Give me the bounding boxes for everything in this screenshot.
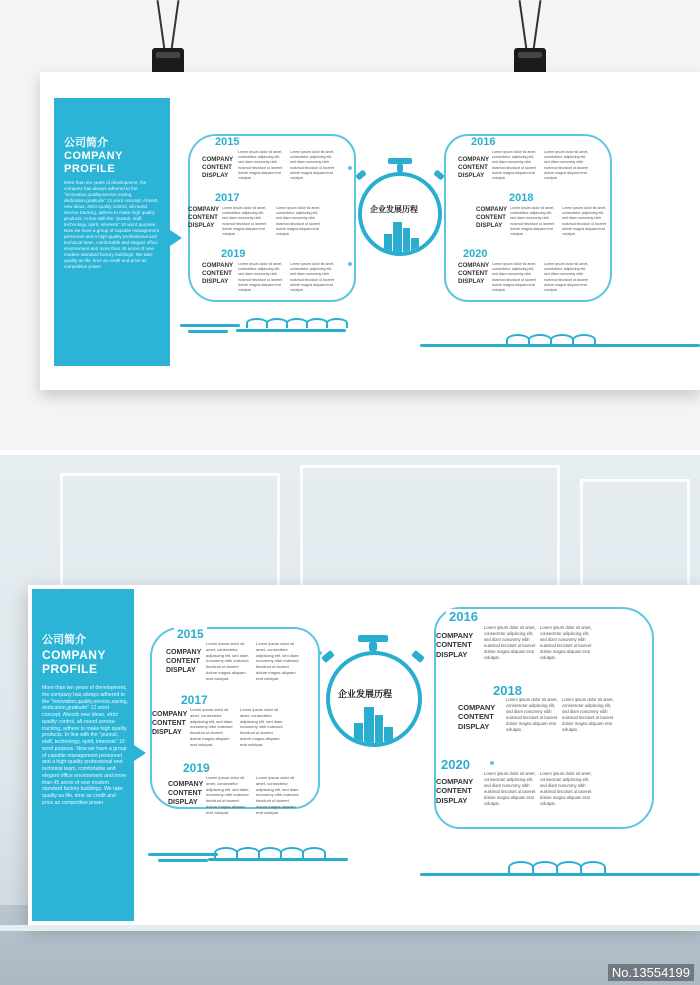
- wave-line: [236, 329, 346, 332]
- content-label: COMPANY CONTENT DISPLAY: [476, 206, 508, 229]
- content-label: COMPANY CONTENT DISPLAY: [202, 262, 234, 285]
- wave-arc: [286, 318, 308, 328]
- entry-text: Lorem ipsum dolor sit amet, consectetur adipiscing elit, sed diam nonummy nibh euismod tincidunt ut laoreet dolore magna aliquam erat volutpat.: [544, 262, 589, 293]
- stopwatch-icon: [318, 635, 428, 765]
- entry-text: Lorem ipsum dolor sit amet, consectetur adipiscing elit, sed diam nonummy nibh euismod tincidunt ut laoreet dolore magna aliquam erat volutpat.: [510, 206, 555, 237]
- content-label: COMPANY CONTENT DISPLAY: [458, 156, 490, 179]
- entry-text: Lorem ipsum dolor sit amet, consectetur adipiscing elit, sed diam nonummy nibh euismod tincidunt ut laoreet dolore magna aliquam erat volutpat.: [562, 206, 607, 237]
- entry-text: Lorem ipsum dolor sit amet, consectetur adipiscing elit, sed diam nonummy nibh euismod tincidunt ut laoreet dolore magna aliquam erat volutpat.: [256, 641, 299, 681]
- entry-text: Lorem ipsum dolor sit amet, consectetur adipiscing elit, sed diam nonummy nibh euismod tincidunt ut laoreet dolore magna aliquam erat volutpat.: [238, 150, 283, 181]
- entry-text: Lorem ipsum dolor sit amet, consectetur adipiscing elit, sed diam nonummy nibh euismod tincidunt ut laoreet dolore magna aliquam erat volutpat.: [190, 707, 233, 747]
- entry-text: Lorem ipsum dolor sit amet, consectetur adipiscing elit, sed diam nonummy nibh euismod tincidunt ut laoreet dolore magna aliquam erat volutpat.: [290, 150, 335, 181]
- background-window: [300, 465, 560, 595]
- content-label: COMPANY CONTENT DISPLAY: [152, 711, 188, 736]
- content-label: COMPANY CONTENT DISPLAY: [458, 703, 496, 731]
- wave-arc: [266, 318, 288, 328]
- entry-text: Lorem ipsum dolor sit amet, consectetur adipiscing elit, sed diam nonummy nibh euismod tincidunt ut laoreet dolore magna aliquam erat volutpat.: [484, 625, 536, 661]
- wave-arc: [246, 318, 268, 328]
- entry-text: Lorem ipsum dolor sit amet, consectetur adipiscing elit, sed diam nonummy nibh euismod tincidunt ut laoreet dolore magna aliquam erat volutpat.: [256, 775, 299, 815]
- year-2015: 2015: [212, 136, 242, 148]
- decor-dot: [348, 166, 352, 170]
- display-board: [28, 585, 700, 925]
- panel-title-cn: 公司简介: [42, 634, 86, 646]
- content-label: COMPANY CONTENT DISPLAY: [188, 206, 220, 229]
- panel-title-company: COMPANY: [64, 150, 123, 162]
- wave-arc: [580, 861, 606, 874]
- bottom-mockup: [0, 455, 700, 985]
- wave-line: [148, 853, 218, 856]
- year-2019: 2019: [180, 761, 213, 775]
- wave-arc: [532, 861, 558, 874]
- entry-text: Lorem ipsum dolor sit amet, consectetur adipiscing elit, sed diam nonummy nibh euismod tincidunt ut laoreet dolore magna aliquam erat volutpat.: [290, 262, 335, 293]
- year-2016: 2016: [468, 136, 498, 148]
- year-2019: 2019: [218, 248, 248, 260]
- entry-text: Lorem ipsum dolor sit amet, consectetur adipiscing elit, sed diam nonummy nibh euismod tincidunt ut laoreet dolore magna aliquam erat volutpat.: [276, 206, 321, 237]
- decor-dot: [318, 651, 322, 655]
- entry-text: Lorem ipsum dolor sit amet, consectetur adipiscing elit, sed diam nonummy nibh euismod tincidunt ut laoreet dolore magna aliquam erat volutpat.: [540, 771, 592, 807]
- wave-arc: [326, 318, 348, 328]
- content-label: COMPANY CONTENT DISPLAY: [436, 631, 474, 659]
- wave-arc: [506, 334, 530, 346]
- top-mockup: [0, 0, 700, 450]
- year-2017: 2017: [212, 192, 242, 204]
- entry-text: Lorem ipsum dolor sit amet, consectetur adipiscing elit, sed diam nonummy nibh euismod tincidunt ut laoreet dolore magna aliquam erat volutpat.: [492, 150, 537, 181]
- panel-title-en: [64, 150, 123, 175]
- panel-title-company: COMPANY: [42, 648, 106, 662]
- decor-dot: [348, 262, 352, 266]
- wave-arc: [550, 334, 574, 346]
- wave-line: [180, 324, 240, 327]
- year-2016: 2016: [446, 609, 481, 624]
- wave-line: [208, 858, 348, 861]
- board-base: [0, 925, 700, 931]
- entry-text: Lorem ipsum dolor sit amet, consectetur adipiscing elit, sed diam nonummy nibh euismod tincidunt ut laoreet dolore magna aliquam erat volutpat.: [240, 707, 283, 747]
- year-2020: 2020: [438, 757, 473, 772]
- panel-title-en: [42, 649, 106, 677]
- panel-arrow: [134, 745, 146, 761]
- entry-text: Lorem ipsum dolor sit amet, consectetur adipiscing elit, sed diam nonummy nibh euismod tincidunt ut laoreet dolore magna aliquam erat volutpat.: [222, 206, 267, 237]
- panel-title-profile: PROFILE: [64, 162, 116, 175]
- background-window: [60, 473, 280, 593]
- background-window: [580, 479, 690, 599]
- content-label: COMPANY CONTENT DISPLAY: [436, 777, 474, 805]
- year-2020: 2020: [460, 248, 490, 260]
- panel-body: More than ten years of development, the company has always adhered to the "innovation,quality,service,saving, dedication,gratitude" 12 word concept. Absorb new ideas, strict quality control, all-round service tracking, adhere to make high quality products. In line with the "pursuit, staff, technology, spirit, interests" 10 word purpose. Now we have a group of capable management personnel and a high-quality professional and technical team, comfortable and elegant office environment and more than 45 acres of new modern standard factory buildings. We take quality as life, time as credit and price as competitive power: [64, 180, 159, 269]
- wave-arc: [528, 334, 552, 346]
- wave-arc: [572, 334, 596, 346]
- entry-text: Lorem ipsum dolor sit amet, consectetur adipiscing elit, sed diam nonummy nibh euismod tincidunt ut laoreet dolore magna aliquam erat volutpat.: [562, 697, 614, 733]
- entry-text: Lorem ipsum dolor sit amet, consectetur adipiscing elit, sed diam nonummy nibh euismod tincidunt ut laoreet dolore magna aliquam erat volutpat.: [544, 150, 589, 181]
- panel-title-cn: 公司简介: [64, 137, 108, 149]
- year-2017: 2017: [178, 693, 211, 707]
- content-label: COMPANY CONTENT DISPLAY: [166, 649, 202, 674]
- content-label: COMPANY CONTENT DISPLAY: [458, 262, 490, 285]
- entry-text: Lorem ipsum dolor sit amet, consectetur adipiscing elit, sed diam nonummy nibh euismod tincidunt ut laoreet dolore magna aliquam erat volutpat.: [238, 262, 283, 293]
- panel-body: More than ten years of development, the company has always adhered to the "innovation,quality,service,saving, dedication,gratitude" 12 word concept. Absorb new ideas, strict quality control, all-round service tracking, adhere to make high quality products. In line with the "pursuit, staff, technology, spirit, interests" 10 word purpose. Now we have a group of capable management personnel and a high-quality professional and technical team, comfortable and elegant office environment and more than 45 acres of new modern standard factory buildings. We take quality as life, time as credit and price as competitive power: [42, 685, 128, 806]
- entry-text: Lorem ipsum dolor sit amet, consectetur adipiscing elit, sed diam nonummy nibh euismod tincidunt ut laoreet dolore magna aliquam erat volutpat.: [492, 262, 537, 293]
- entry-text: Lorem ipsum dolor sit amet, consectetur adipiscing elit, sed diam nonummy nibh euismod tincidunt ut laoreet dolore magna aliquam erat volutpat.: [484, 771, 536, 807]
- decor-dot: [490, 761, 494, 765]
- content-label: COMPANY CONTENT DISPLAY: [202, 156, 234, 179]
- year-2018: 2018: [490, 683, 525, 698]
- wave-arc: [556, 861, 582, 874]
- entry-text: Lorem ipsum dolor sit amet, consectetur adipiscing elit, sed diam nonummy nibh euismod tincidunt ut laoreet dolore magna aliquam erat volutpat.: [206, 775, 249, 815]
- panel-arrow: [170, 230, 182, 246]
- image-number: No.13554199: [608, 964, 694, 981]
- company-profile-panel: [32, 589, 134, 921]
- company-profile-panel: [54, 98, 170, 366]
- year-2018: 2018: [506, 192, 536, 204]
- entry-text: Lorem ipsum dolor sit amet, consectetur adipiscing elit, sed diam nonummy nibh euismod tincidunt ut laoreet dolore magna aliquam erat volutpat.: [506, 697, 558, 733]
- entry-text: Lorem ipsum dolor sit amet, consectetur adipiscing elit, sed diam nonummy nibh euismod tincidunt ut laoreet dolore magna aliquam erat volutpat.: [206, 641, 249, 681]
- timeline-title: 企业发展历程: [338, 689, 393, 699]
- wave-line: [188, 330, 228, 333]
- wave-arc: [508, 861, 534, 874]
- timeline-title: 企业发展历程: [370, 205, 418, 214]
- panel-title-profile: PROFILE: [42, 661, 98, 676]
- year-2015: 2015: [174, 627, 207, 641]
- entry-text: Lorem ipsum dolor sit amet, consectetur adipiscing elit, sed diam nonummy nibh euismod tincidunt ut laoreet dolore magna aliquam erat volutpat.: [540, 625, 592, 661]
- stopwatch-icon: [352, 158, 448, 268]
- display-board: [40, 72, 700, 390]
- wave-arc: [306, 318, 328, 328]
- wave-line: [158, 859, 208, 862]
- content-label: COMPANY CONTENT DISPLAY: [168, 781, 204, 806]
